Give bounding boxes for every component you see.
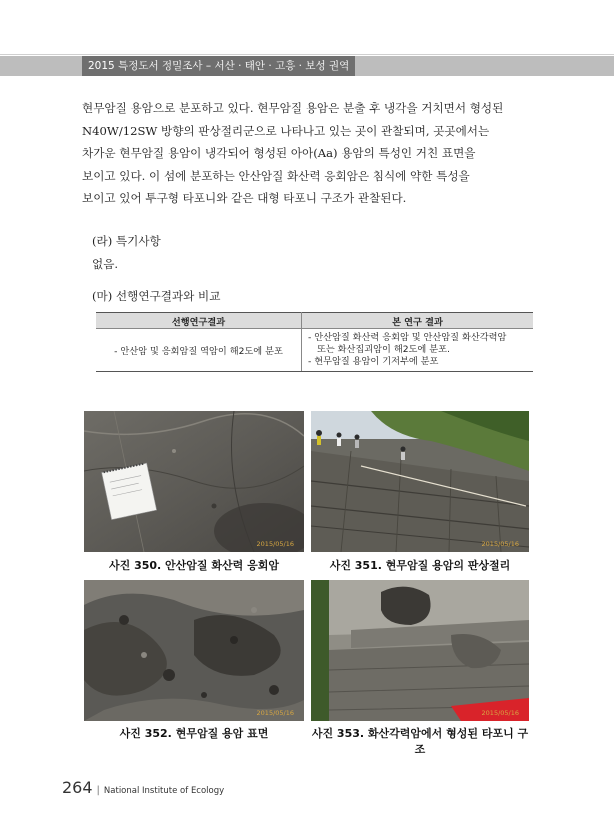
- photo-353-image: [311, 580, 529, 721]
- photo-351-image: [311, 411, 529, 552]
- table-header-current: 본 연구 결과: [302, 313, 534, 329]
- photo-caption-353: 사진 353. 화산각력암에서 형성된 타포니 구조: [311, 727, 529, 756]
- photo-caption-350: 사진 350. 안산암질 화산력 응회암: [109, 559, 279, 572]
- table-cell-line: - 현무암질 용암이 기저부에 분포: [308, 356, 439, 367]
- section-ma-heading: (마) 선행연구결과와 비교: [92, 289, 221, 303]
- photo-date-stamp: 2015/05/16: [256, 540, 294, 548]
- photo-date-stamp: 2015/05/16: [481, 540, 519, 548]
- photo-caption-351: 사진 351. 현무암질 용암의 판상절리: [329, 559, 511, 572]
- photo-date-stamp: 2015/05/16: [256, 709, 294, 717]
- photo-caption-352: 사진 352. 현무암질 용암 표면: [119, 727, 269, 740]
- body-line: 차가운 현무암질 용암이 냉각되어 형성된 아아(Aa) 용암의 특성인 거친 표면을: [82, 146, 476, 160]
- photo-351: [311, 411, 529, 552]
- body-line: N40W/12SW 방향의 판상절리군으로 나타나고 있는 곳이 관찰되며, 곳곳에서는: [82, 123, 490, 138]
- body-line: 보이고 있어 투구형 타포니와 같은 대형 타포니 구조가 관찰된다.: [82, 191, 407, 205]
- section-ra-heading: (라) 특기사항: [92, 234, 161, 248]
- body-line: 현무암질 용암으로 분포하고 있다. 현무암질 용암은 분출 후 냉각을 거치면서 형성된: [82, 101, 504, 115]
- photo-352-image: [84, 580, 304, 721]
- field-notebook: [102, 463, 157, 520]
- photo-date-stamp: 2015/05/16: [481, 709, 519, 717]
- header-title: 2015 특정도서 정밀조사 – 서산 · 태안 · 고흥 · 보성 권역: [82, 56, 355, 76]
- section-ra-content: 없음.: [92, 257, 119, 271]
- header-bar: [0, 56, 614, 76]
- table-cell-previous: - 안산암 및 응회암질 역암이 해2도에 분포: [96, 329, 302, 372]
- body-line: 보이고 있다. 이 섬에 분포하는 안산암질 화산력 응회암은 침식에 약한 특성을: [82, 168, 470, 183]
- page-number: 264: [62, 778, 93, 797]
- table-cell-line: - 안산암질 화산력 응회암 및 안산암질 화산각력암: [308, 332, 507, 343]
- table-cell-current: [302, 329, 534, 372]
- body-paragraph: [82, 97, 534, 210]
- photo-352: [84, 580, 304, 721]
- page-footer: [62, 778, 224, 797]
- photo-350: [84, 411, 304, 552]
- photo-353: [311, 580, 529, 721]
- table-cell-line: 또는 화산집괴암이 해2도에 분포.: [317, 344, 450, 355]
- header-rule: [0, 54, 614, 55]
- table-header-previous: 선행연구결과: [96, 313, 302, 329]
- institute-name: National Institute of Ecology: [103, 786, 225, 796]
- comparison-table: [96, 312, 533, 372]
- photo-350-image: [84, 411, 304, 552]
- footer-separator: |: [96, 785, 100, 796]
